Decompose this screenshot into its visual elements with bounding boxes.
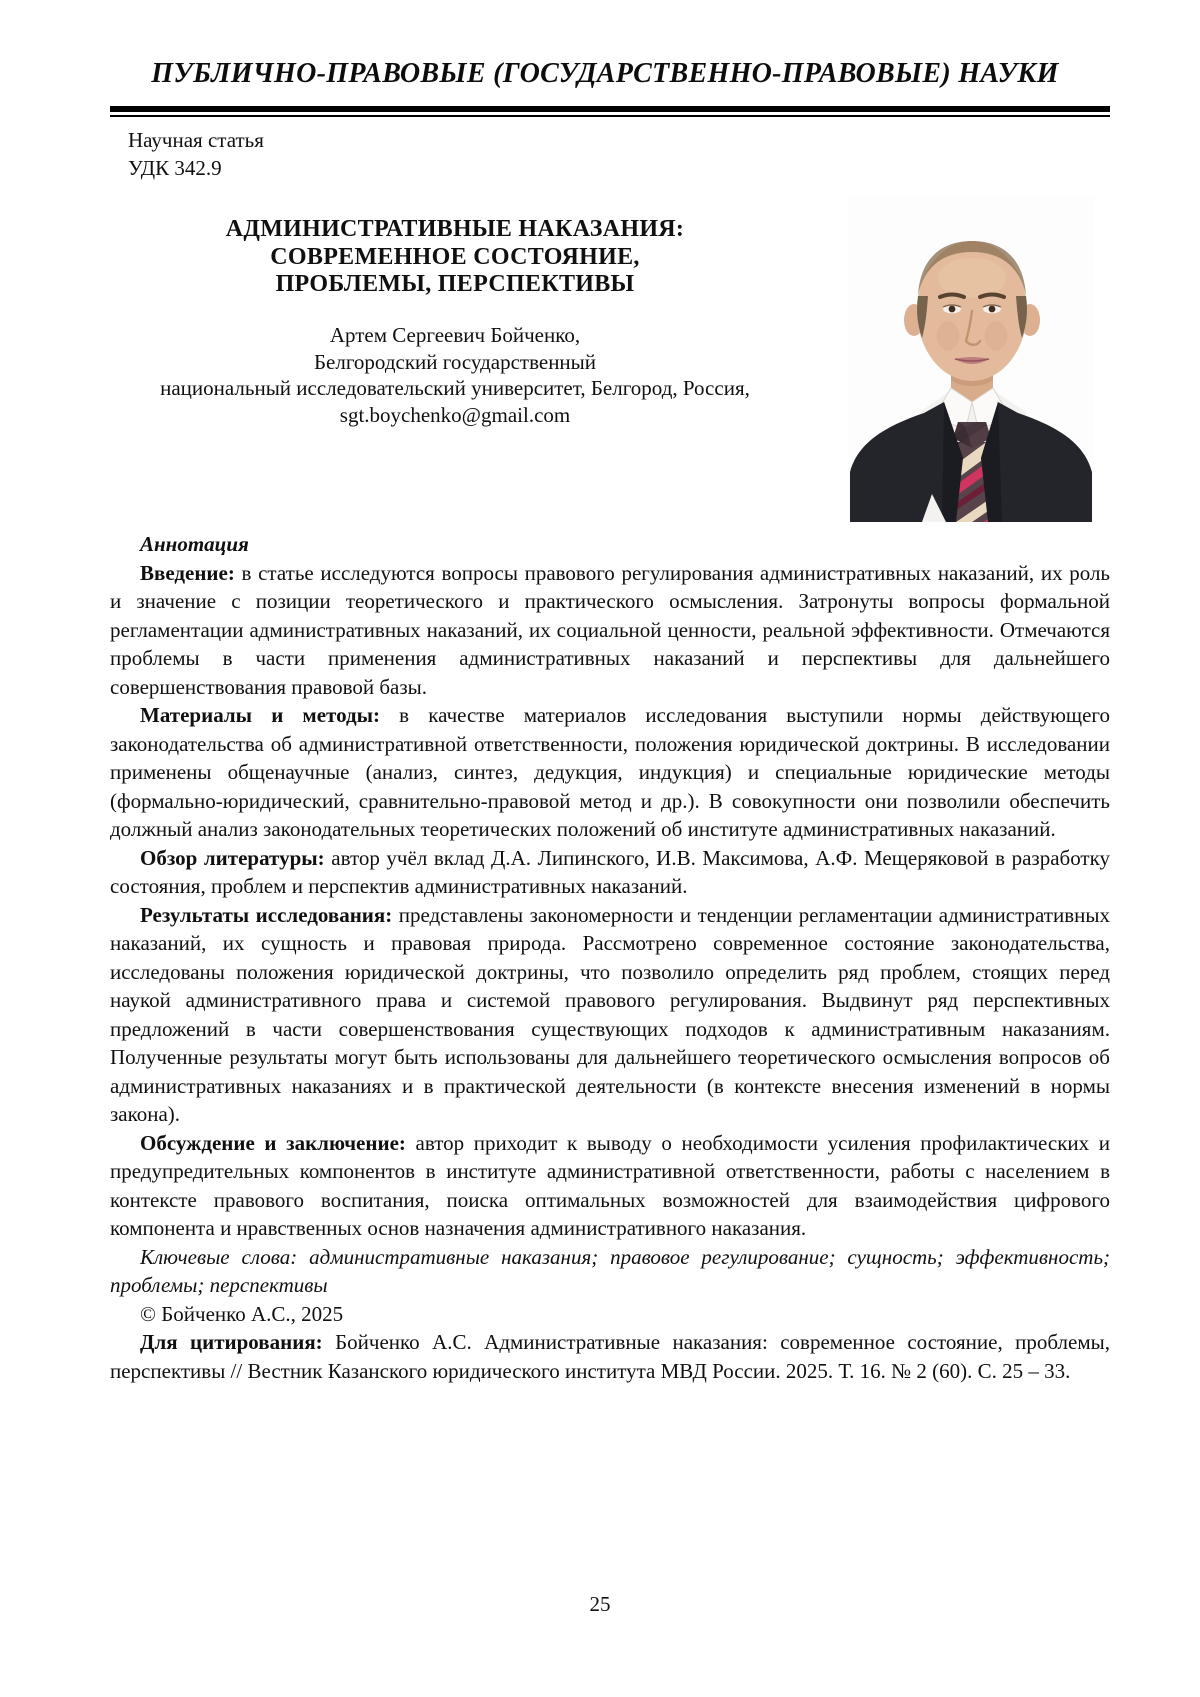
copyright-line: © Бойченко А.С., 2025 <box>140 1301 344 1326</box>
citation-line <box>110 1328 1110 1385</box>
section-label-literature: Обзор литературы: <box>140 845 325 870</box>
author-name: Артем Сергеевич Бойченко, <box>329 323 581 347</box>
abstract-section-discussion <box>110 1129 1110 1243</box>
abstract-section-materials <box>110 701 1110 844</box>
keywords-label: Ключевые слова: <box>140 1244 298 1269</box>
title-line-1: АДМИНИСТРАТИВНЫЕ НАКАЗАНИЯ: <box>225 216 685 242</box>
title-line-3: ПРОБЛЕМЫ, ПЕРСПЕКТИВЫ <box>275 271 635 297</box>
abstract-section-introduction <box>110 559 1110 702</box>
section-label-introduction: Введение: <box>140 560 235 585</box>
citation-text: Бойченко А.С. Административные наказания: современное состояние, проблемы, перспективы // Вестник Казанского юридического института МВД России. 2025. Т. 16. № 2 (60). С. 25 – 33. <box>110 1330 1110 1383</box>
author-block <box>110 322 800 428</box>
portrait-graphic <box>848 196 1094 522</box>
citation-label: Для цитирования: <box>140 1330 323 1354</box>
section-rubric: ПУБЛИЧНО-ПРАВОВЫЕ (ГОСУДАРСТВЕННО-ПРАВОВЫЕ) НАУКИ <box>151 58 1059 89</box>
article-meta <box>128 126 264 182</box>
article-type: Научная статья <box>128 128 264 152</box>
header-rule-thin <box>110 115 1110 117</box>
abstract-section-literature <box>110 844 1110 901</box>
keywords-line <box>110 1243 1110 1300</box>
header-rule-thick <box>110 106 1110 112</box>
section-text-results: представлены закономерности и тенденции регламентации административных наказаний, их сущность и правовая природа. Рассмотрено современное состояние законодательства, исследованы положения юридической доктрины, что позволило определить ряд проблем, стоящих перед наукой административного права и системой правового регулирования. Выдвинут ряд перспективных предложений в части совершенствования существующих подходов к административным наказаниям. Полученные результаты могут быть использованы для дальнейшего теоретического осмысления вопросов об административных наказаниях и в практической деятельности (в контексте внесения изменений в нормы закона). <box>110 902 1110 1126</box>
author-photo <box>848 196 1094 522</box>
author-email: sgt.boychenko@gmail.com <box>339 402 571 427</box>
section-label-results: Результаты исследования: <box>140 902 393 927</box>
page-number: 25 <box>589 1592 611 1616</box>
section-text-discussion: автор приходит к выводу о необходимости усиления профилактических и предупредительных компонентов в институте административной ответственности, работы с населением в контексте правового воспитания, поиска оптимальных возможностей для взаимодействия цифрового компонента и нравственных основ назначения административного наказания. <box>110 1130 1110 1240</box>
article-title <box>110 216 800 299</box>
section-text-materials: в качестве материалов исследования выступили нормы действующего законодательства об административной ответственности, положения юридической доктрины. В исследовании применены общенаучные (анализ, синтез, дедукция, индукция) и специальные юридические методы (формально-юридический, сравнительно-правовой метод и др.). В совокупности они позволили обеспечить должный анализ законодательных теоретических положений об институте административных наказаний. <box>110 703 1110 841</box>
section-label-discussion: Обсуждение и заключение: <box>140 1130 406 1155</box>
abstract-section-results <box>110 901 1110 1129</box>
section-label-materials: Материалы и методы: <box>140 703 381 727</box>
abstract-heading: Аннотация <box>140 532 249 556</box>
udc-code: УДК 342.9 <box>128 156 222 180</box>
keywords-text: административные наказания; правовое регулирование; сущность; эффективность; проблемы; перспективы <box>110 1244 1111 1297</box>
abstract <box>110 530 1110 1385</box>
section-text-introduction: в статье исследуются вопросы правового регулирования административных наказаний, их роль и значение с позиции теоретического и практического осмысления. Затронуты вопросы формальной регламентации административных наказаний, их социальной ценности, реальной эффективности. Отмечаются проблемы в части применения административных наказаний и перспективы для дальнейшего совершенствования правовой базы. <box>110 560 1111 699</box>
author-affiliation-line-2: национальный исследовательский университет, Белгород, Россия, <box>160 376 750 400</box>
title-line-2: СОВРЕМЕННОЕ СОСТОЯНИЕ, <box>270 243 640 270</box>
section-text-literature: автор учёл вклад Д.А. Липинского, И.В. Максимова, А.Ф. Мещеряковой в разработку состояния, проблем и перспектив административных наказаний. <box>110 845 1111 898</box>
author-affiliation-line-1: Белгородский государственный <box>313 349 597 374</box>
